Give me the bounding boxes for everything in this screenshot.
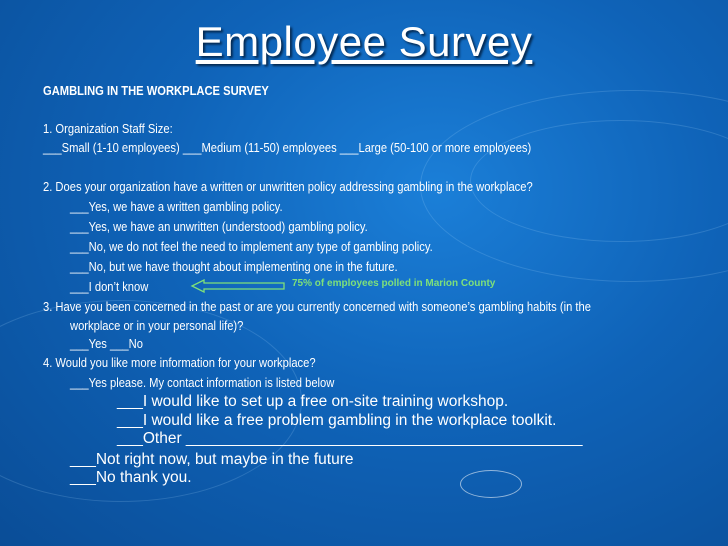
ripple-decoration xyxy=(460,470,522,498)
question-2-option: ___No, we do not feel the need to implement any type of gambling policy. xyxy=(70,239,433,254)
question-2: 2. Does your organization have a written or unwritten policy addressing gambling in the workplace? xyxy=(43,179,533,194)
question-3: 3. Have you been concerned in the past or are you currently concerned with someone’s gambling habits (in the xyxy=(43,299,591,314)
annotation-note: 75% of employees polled in Marion County xyxy=(292,278,496,289)
left-arrow-icon xyxy=(190,279,286,293)
question-4: 4. Would you like more information for your workplace? xyxy=(43,355,316,370)
question-3-options: ___Yes ___No xyxy=(70,336,143,351)
question-4-suboption: ___I would like to set up a free on-site training workshop. xyxy=(117,393,509,410)
question-2-option: ___No, but we have thought about implementing one in the future. xyxy=(70,259,398,274)
question-3-continued: workplace or in your personal life)? xyxy=(70,318,244,333)
question-4-suboption: ___I would like a free problem gambling in the workplace toolkit. xyxy=(117,412,557,429)
question-1: 1. Organization Staff Size: xyxy=(43,121,173,136)
survey-heading: GAMBLING IN THE WORKPLACE SURVEY xyxy=(43,83,269,98)
page-title: Employee Survey xyxy=(195,18,533,65)
question-1-options: ___Small (1-10 employees) ___Medium (11-50) employees ___Large (50-100 or more employees) xyxy=(43,140,532,155)
question-4-option-no: ___Not right now, but maybe in the future xyxy=(70,451,354,468)
question-4-suboption: ___Other ______________________________________________ xyxy=(117,430,583,447)
question-2-option: ___Yes, we have a written gambling policy. xyxy=(70,199,283,214)
question-2-option: ___Yes, we have an unwritten (understood) gambling policy. xyxy=(70,219,368,234)
question-4-option-no: ___No thank you. xyxy=(70,469,192,486)
question-4-option-yes: ___Yes please. My contact information is listed below xyxy=(70,375,335,390)
question-2-option: ___I don’t know xyxy=(70,279,149,294)
